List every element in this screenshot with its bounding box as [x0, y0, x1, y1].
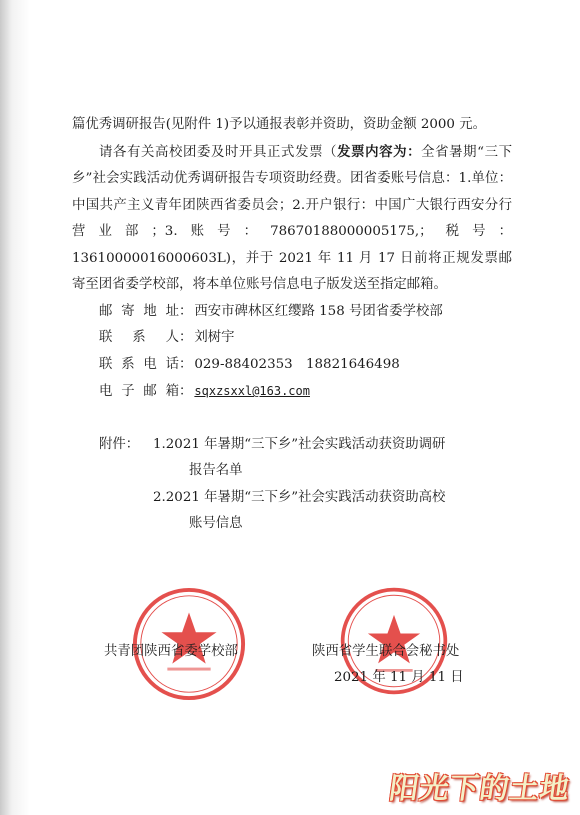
- person-row: 联 系 人： 刘树宇: [72, 325, 512, 352]
- attachment-1-line-1: 1.2021 年暑期“三下乡”社会实践活动获资助调研: [153, 436, 446, 452]
- signature-date: 2021 年 11 月 11 日: [334, 670, 464, 685]
- email-label: 电子邮箱: [99, 384, 179, 399]
- attachment-item-2: [153, 485, 512, 538]
- attachment-1-line-2: 报告名单: [189, 463, 243, 478]
- attachments-row: [72, 432, 512, 538]
- attachments-label: 附件：: [99, 436, 140, 452]
- address-row: 邮寄地址： 西安市碑林区红缨路 158 号团省委学校部: [72, 299, 512, 326]
- phone-row: 联系电话： 029-88402353 18821646498: [72, 352, 512, 379]
- scan-shadow: [0, 0, 30, 815]
- person-label: 联 系 人: [99, 330, 179, 345]
- phone-value: 029-88402353 18821646498: [194, 356, 400, 372]
- attachments-list: [153, 432, 512, 538]
- signature-student-union: 陕西省学生联合会秘书处: [312, 644, 460, 659]
- signature-youth-league: 共青团陕西省委学校部: [104, 644, 238, 659]
- document-body: [72, 112, 512, 538]
- attachment-2-line-1: 2.2021 年暑期“三下乡”社会实践活动获资助高校: [153, 489, 446, 505]
- invoice-details: 全省暑期“三下乡”社会实践活动优秀调研报告专项资助经费。团省委账号信息：1.单位：中国共产主义青年团陕西省委员会；2.开户银行：中国广大银行西安分行营业部；3.账号：78670188000005175,；税号：13610000016000603L)，并于 2021 年 11 月 17 日前将正规发票邮寄至团省委学校部，将本单位账号信息电子版发送至指定邮箱。: [72, 144, 512, 292]
- invoice-intro: 请各有关高校团委及时开具正式发票（: [99, 144, 338, 160]
- invoice-content-label: 发票内容为：: [337, 143, 422, 160]
- paragraph-award: 篇优秀调研报告(见附件 1)予以通报表彰并资助，资助金额 2000 元。: [72, 117, 486, 132]
- attachment-2-line-2: 账号信息: [189, 516, 243, 531]
- email-link[interactable]: sqxzsxxl@163.com: [194, 384, 310, 398]
- attachment-item-1: [153, 432, 512, 485]
- watermark-logo: 阳光下的土地: [387, 771, 573, 805]
- address-label: 邮寄地址: [99, 303, 179, 319]
- contact-block: [72, 299, 512, 406]
- attachments-block: [72, 432, 512, 538]
- address-value: 西安市碑林区红缨路 158 号团省委学校部: [194, 303, 443, 319]
- paragraph-invoice: [72, 139, 512, 299]
- email-row: 电子邮箱： sqxzsxxl@163.com: [72, 378, 512, 406]
- person-value: 刘树宇: [194, 330, 235, 345]
- phone-label: 联系电话: [99, 356, 179, 372]
